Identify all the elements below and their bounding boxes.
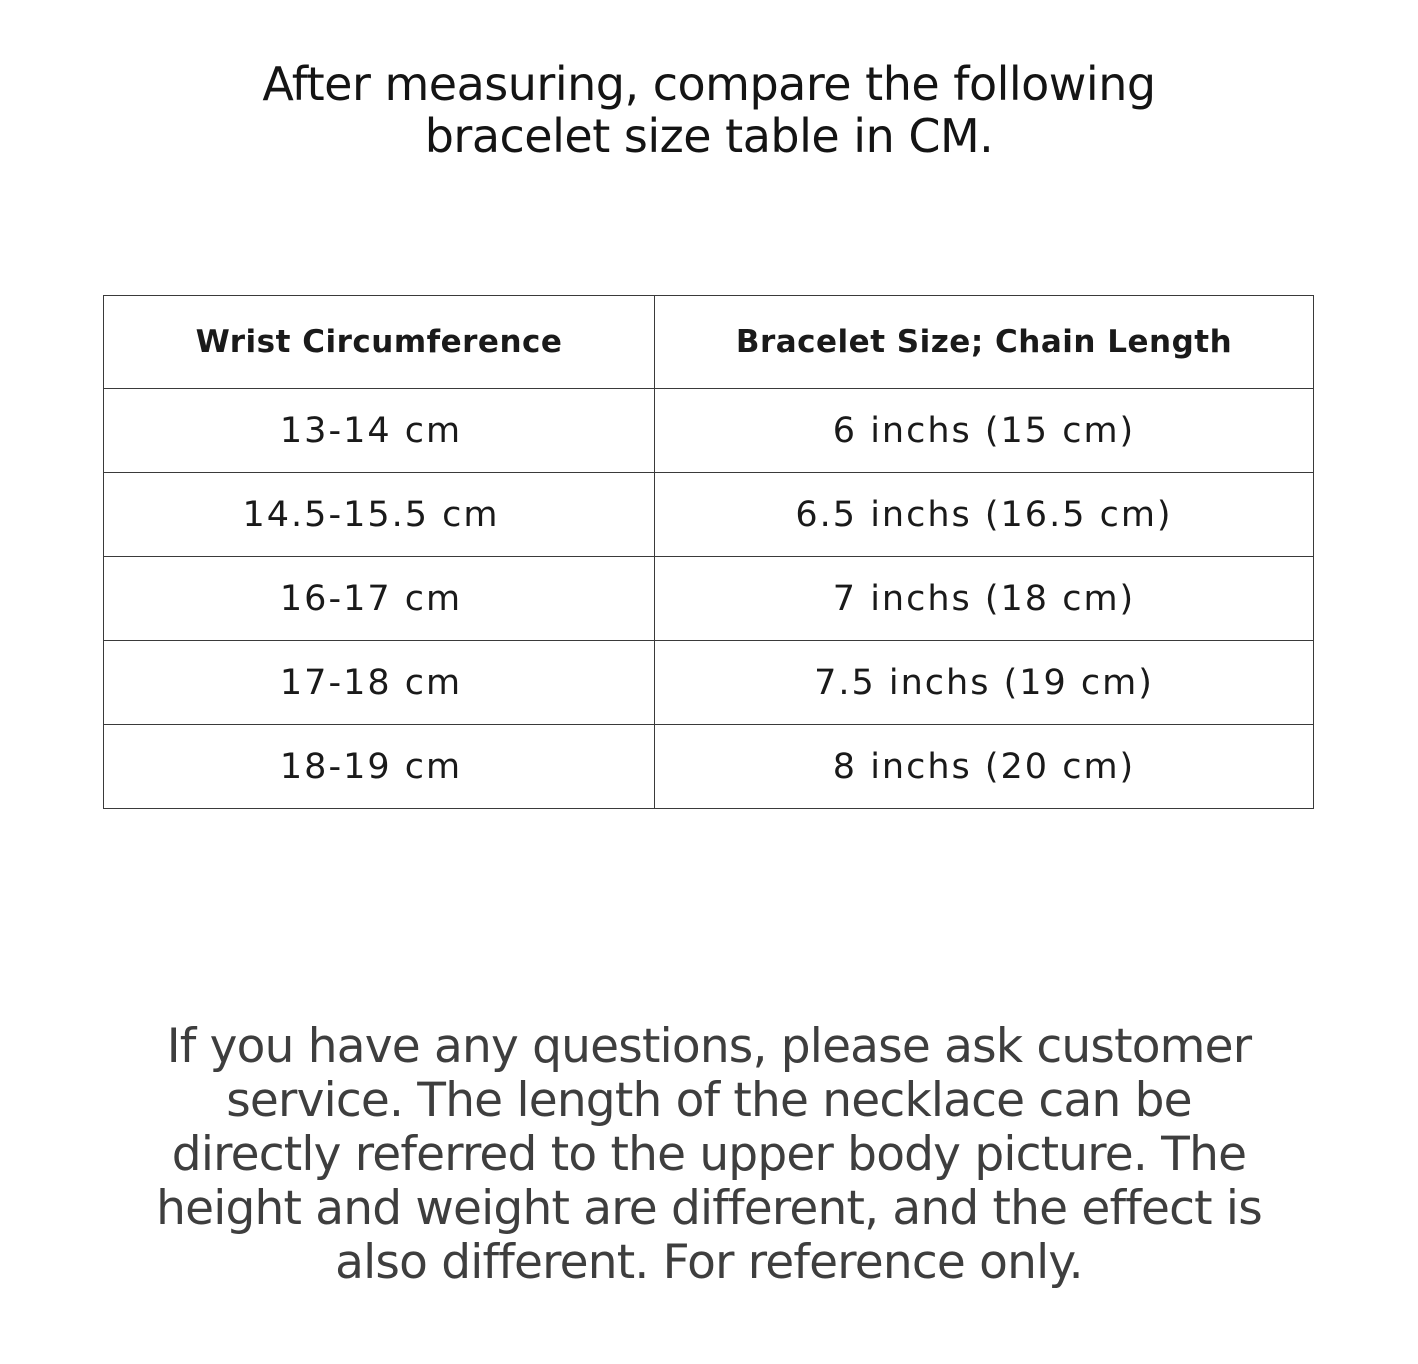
- reference-note: [60, 1020, 1358, 1290]
- header-bracelet-size: Bracelet Size; Chain Length: [655, 296, 1314, 389]
- bracelet-size-cell: 7.5 inchs (19 cm): [655, 641, 1314, 725]
- note-line-4: height and weight are different, and the effect is: [156, 1181, 1262, 1236]
- wrist-cell: 13-14 cm: [104, 389, 655, 473]
- bracelet-size-cell: 7 inchs (18 cm): [655, 557, 1314, 641]
- note-line-1: If you have any questions, please ask customer: [166, 1019, 1252, 1074]
- wrist-cell: 18-19 cm: [104, 725, 655, 809]
- bracelet-size-cell: 6 inchs (15 cm): [655, 389, 1314, 473]
- bracelet-size-cell: 8 inchs (20 cm): [655, 725, 1314, 809]
- table-row: [104, 557, 1314, 641]
- table-row: [104, 725, 1314, 809]
- wrist-cell: 14.5-15.5 cm: [104, 473, 655, 557]
- note-line-2: service. The length of the necklace can be: [226, 1073, 1192, 1128]
- bracelet-size-cell: 6.5 inchs (16.5 cm): [655, 473, 1314, 557]
- bracelet-size-table: [103, 295, 1314, 809]
- title-line-2: bracelet size table in CM.: [424, 109, 994, 163]
- header-wrist-circumference: Wrist Circumference: [104, 296, 655, 389]
- wrist-cell: 17-18 cm: [104, 641, 655, 725]
- table-header-row: [104, 296, 1314, 389]
- table-row: [104, 389, 1314, 473]
- table-row: [104, 641, 1314, 725]
- note-line-3: directly referred to the upper body picture. The: [171, 1127, 1247, 1182]
- note-line-5: also different. For reference only.: [335, 1235, 1083, 1290]
- page-title: [0, 58, 1418, 162]
- table-row: [104, 473, 1314, 557]
- title-line-1: After measuring, compare the following: [262, 57, 1156, 111]
- wrist-cell: 16-17 cm: [104, 557, 655, 641]
